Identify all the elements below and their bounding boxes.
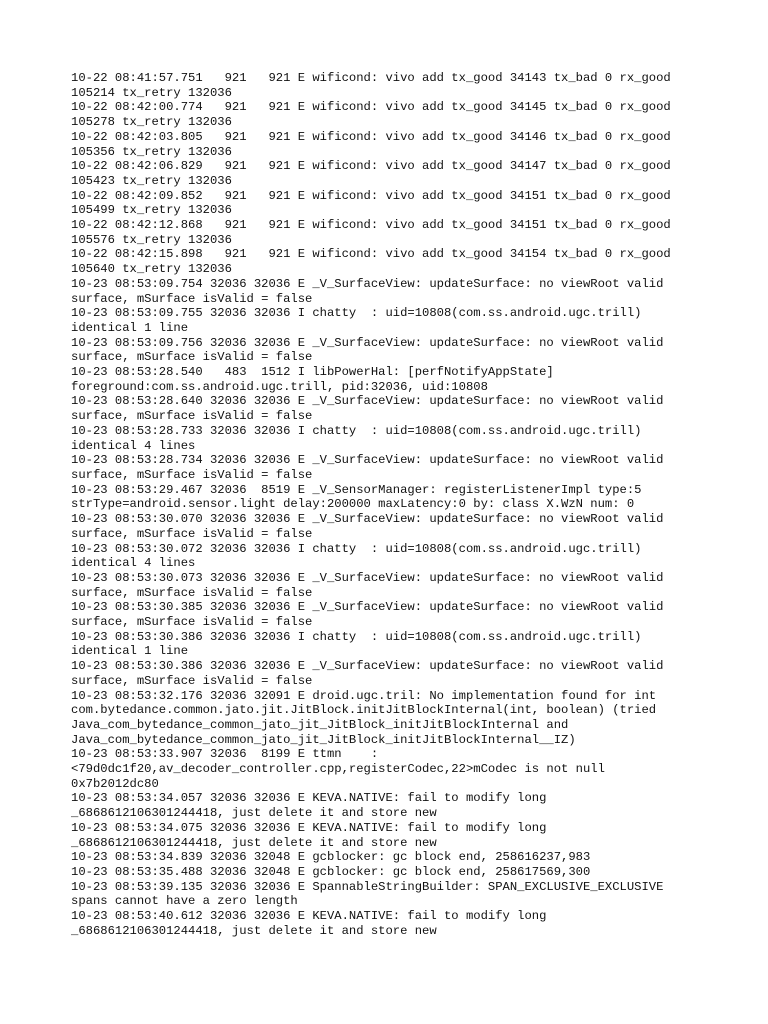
log-line: 10-22 08:42:06.829 921 921 E wificond: vivo add tx_good 34147 tx_bad 0 rx_good	[71, 159, 671, 174]
log-line: identical 1 line	[71, 320, 189, 335]
log-line: 10-23 08:53:29.467 32036 8519 E _V_SensorManager: registerListenerImpl type:5	[71, 482, 642, 497]
log-line: 105499 tx_retry 132036	[71, 203, 232, 218]
log-line: _6868612106301244418, just delete it and store new	[71, 806, 437, 821]
log-line: 105278 tx_retry 132036	[71, 115, 232, 130]
log-line: 10-23 08:53:30.386 32036 32036 E _V_SurfaceView: updateSurface: no viewRoot valid	[71, 659, 664, 674]
log-line: <79d0dc1f20,av_decoder_controller.cpp,registerCodec,22>mCodec is not null	[71, 762, 605, 777]
log-line: 10-22 08:42:12.868 921 921 E wificond: vivo add tx_good 34151 tx_bad 0 rx_good	[71, 218, 671, 233]
log-line: 10-23 08:53:30.072 32036 32036 I chatty : uid=10808(com.ss.android.ugc.trill)	[71, 541, 642, 556]
log-line: 10-22 08:42:15.898 921 921 E wificond: vivo add tx_good 34154 tx_bad 0 rx_good	[71, 247, 671, 262]
log-line: 10-23 08:53:34.075 32036 32036 E KEVA.NATIVE: fail to modify long	[71, 820, 547, 835]
log-line: identical 4 lines	[71, 556, 196, 571]
log-line: 10-22 08:41:57.751 921 921 E wificond: vivo add tx_good 34143 tx_bad 0 rx_good	[71, 71, 671, 85]
log-line: 10-23 08:53:30.073 32036 32036 E _V_SurfaceView: updateSurface: no viewRoot valid	[71, 570, 664, 585]
log-line: surface, mSurface isValid = false	[71, 526, 313, 541]
log-line: 10-23 08:53:30.385 32036 32036 E _V_SurfaceView: updateSurface: no viewRoot valid	[71, 600, 664, 615]
log-line: com.bytedance.common.jato.jit.JitBlock.initJitBlockInternal(int, boolean) (tried	[71, 703, 657, 718]
log-line: Java_com_bytedance_common_jato_jit_JitBlock_initJitBlockInternal and	[71, 717, 569, 732]
log-line: 105640 tx_retry 132036	[71, 262, 232, 277]
log-line: 10-23 08:53:09.755 32036 32036 I chatty : uid=10808(com.ss.android.ugc.trill)	[71, 306, 642, 321]
log-line: 10-23 08:53:40.612 32036 32036 E KEVA.NATIVE: fail to modify long	[71, 909, 547, 924]
log-document	[71, 71, 721, 938]
log-line: surface, mSurface isValid = false	[71, 615, 313, 630]
log-line: 10-23 08:53:09.754 32036 32036 E _V_SurfaceView: updateSurface: no viewRoot valid	[71, 276, 664, 291]
log-line: 10-23 08:53:32.176 32036 32091 E droid.ugc.tril: No implementation found for int	[71, 688, 657, 703]
log-line: 10-22 08:42:03.805 921 921 E wificond: vivo add tx_good 34146 tx_bad 0 rx_good	[71, 129, 671, 144]
log-line: strType=android.sensor.light delay:200000 maxLatency:0 by: class X.WzN num: 0	[71, 497, 635, 512]
log-line: 10-23 08:53:34.839 32036 32048 E gcblocker: gc block end, 258616237,983	[71, 850, 591, 865]
log-line: identical 4 lines	[71, 438, 196, 453]
log-line: 10-23 08:53:28.540 483 1512 I libPowerHal: [perfNotifyAppState]	[71, 365, 554, 380]
log-line: surface, mSurface isValid = false	[71, 291, 313, 306]
log-line: 10-23 08:53:35.488 32036 32048 E gcblocker: gc block end, 258617569,300	[71, 864, 591, 879]
log-body	[71, 71, 721, 938]
log-line: 105214 tx_retry 132036	[71, 85, 232, 100]
log-line: 10-23 08:53:33.907 32036 8199 E ttmn :	[71, 747, 379, 762]
log-line: 0x7b2012dc80	[71, 776, 159, 791]
log-line: 10-23 08:53:09.756 32036 32036 E _V_SurfaceView: updateSurface: no viewRoot valid	[71, 335, 664, 350]
log-line: 10-23 08:53:30.070 32036 32036 E _V_SurfaceView: updateSurface: no viewRoot valid	[71, 512, 664, 527]
log-line: _6868612106301244418, just delete it and store new	[71, 923, 437, 938]
log-line: Java_com_bytedance_common_jato_jit_JitBlock_initJitBlockInternal__IZ)	[71, 732, 576, 747]
log-line: spans cannot have a zero length	[71, 894, 298, 909]
log-line: surface, mSurface isValid = false	[71, 585, 313, 600]
log-line: 105423 tx_retry 132036	[71, 173, 232, 188]
log-line: 10-23 08:53:39.135 32036 32036 E SpannableStringBuilder: SPAN_EXCLUSIVE_EXCLUSIVE	[71, 879, 664, 894]
log-line: 10-22 08:42:00.774 921 921 E wificond: vivo add tx_good 34145 tx_bad 0 rx_good	[71, 100, 671, 115]
log-line: 10-23 08:53:28.733 32036 32036 I chatty : uid=10808(com.ss.android.ugc.trill)	[71, 423, 642, 438]
log-line: surface, mSurface isValid = false	[71, 350, 313, 365]
log-line: surface, mSurface isValid = false	[71, 467, 313, 482]
log-line: 10-23 08:53:28.640 32036 32036 E _V_SurfaceView: updateSurface: no viewRoot valid	[71, 394, 664, 409]
log-line: surface, mSurface isValid = false	[71, 409, 313, 424]
log-line: 10-23 08:53:34.057 32036 32036 E KEVA.NATIVE: fail to modify long	[71, 791, 547, 806]
log-line: 105356 tx_retry 132036	[71, 144, 232, 159]
log-line: surface, mSurface isValid = false	[71, 673, 313, 688]
log-line: foreground:com.ss.android.ugc.trill, pid:32036, uid:10808	[71, 379, 488, 394]
log-line: 10-23 08:53:30.386 32036 32036 I chatty : uid=10808(com.ss.android.ugc.trill)	[71, 629, 642, 644]
log-line: 10-22 08:42:09.852 921 921 E wificond: vivo add tx_good 34151 tx_bad 0 rx_good	[71, 188, 671, 203]
log-line: _6868612106301244418, just delete it and store new	[71, 835, 437, 850]
log-line: 105576 tx_retry 132036	[71, 232, 232, 247]
log-line: 10-23 08:53:28.734 32036 32036 E _V_SurfaceView: updateSurface: no viewRoot valid	[71, 453, 664, 468]
log-line: identical 1 line	[71, 644, 189, 659]
